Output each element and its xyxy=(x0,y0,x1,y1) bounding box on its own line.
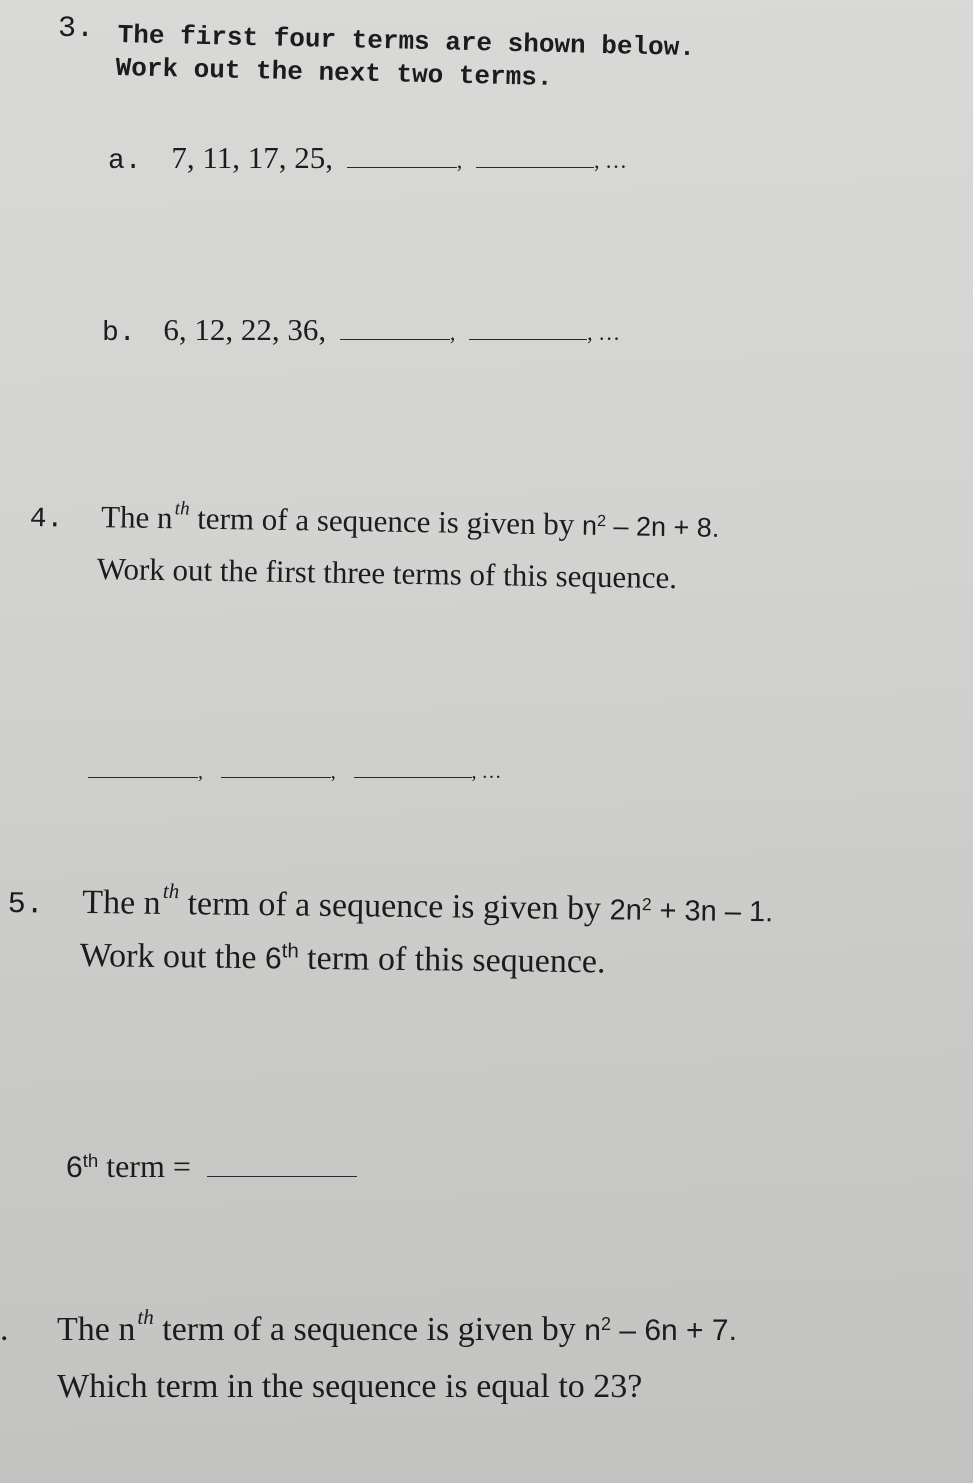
q6-text-before: The n xyxy=(57,1311,136,1348)
q3b-terms: 6, 12, 22, 36, xyxy=(163,312,327,347)
q4-blank-2[interactable] xyxy=(221,755,331,778)
q6-sup: th xyxy=(137,1305,154,1330)
q5-answer-row: 6th term = xyxy=(66,1150,357,1183)
q3-heading xyxy=(58,14,94,44)
q5-line1 xyxy=(7,879,774,929)
q4-sep-3: , … xyxy=(471,761,502,783)
q3-line2: Work out the next two terms. xyxy=(115,53,553,93)
q4-text-before: The n xyxy=(100,499,173,536)
q3b-sep-1: , xyxy=(449,320,456,345)
q5-expression: $2n^2 + 3n - 1$. xyxy=(609,894,774,929)
q5-sup: th xyxy=(162,879,180,904)
q4-number: 4. xyxy=(29,503,64,536)
q5-answer-blank[interactable] xyxy=(207,1154,357,1177)
q4-line1 xyxy=(29,497,720,545)
q6-line2: Which term in the sequence is equal to 23? xyxy=(57,1368,643,1405)
q3b-blank-1[interactable] xyxy=(340,317,450,340)
q3a-row xyxy=(108,142,627,176)
q5-number: 5. xyxy=(7,887,44,923)
q3a-label: a. xyxy=(108,146,142,177)
q3-line1: The first four terms are shown below. xyxy=(117,20,696,64)
q3a-sep-1: , xyxy=(456,148,463,173)
q3b-blank-2[interactable] xyxy=(469,317,587,340)
q6-number: . xyxy=(0,1311,9,1348)
q6-line1 xyxy=(0,1305,737,1348)
q4-answer-row xyxy=(88,752,502,783)
q4-expression: $n^2 - 2n + 8$. xyxy=(581,510,720,543)
q4-line2: Work out the first three terms of this sequence. xyxy=(96,551,678,596)
q3-number: 3. xyxy=(58,12,95,46)
q3a-blank-2[interactable] xyxy=(476,145,594,168)
q4-sep-1: , xyxy=(198,761,203,783)
q5-line2: Work out the 6th term of this sequence. xyxy=(79,937,606,981)
q3a-terms: 7, 11, 17, 25, xyxy=(171,140,333,175)
q4-blank-3[interactable] xyxy=(354,755,472,778)
q4-sep-2: , xyxy=(330,761,336,783)
q3b-row xyxy=(102,314,620,348)
q4-text-after: term of a sequence is given by xyxy=(189,500,583,542)
q4-sup: th xyxy=(174,497,190,520)
q6-expression: $n^2 - 6n + 7$. xyxy=(584,1314,737,1347)
q3b-label: b. xyxy=(102,318,136,349)
q3b-sep-2: , … xyxy=(587,320,621,345)
q6-text-after: term of a sequence is given by xyxy=(153,1311,585,1348)
q5-text-after: term of a sequence is given by xyxy=(178,885,610,928)
q3a-blank-1[interactable] xyxy=(347,145,457,168)
q4-blank-1[interactable] xyxy=(88,755,198,778)
q5-text-before: The n xyxy=(82,883,161,922)
q3a-sep-2: , … xyxy=(593,148,627,173)
